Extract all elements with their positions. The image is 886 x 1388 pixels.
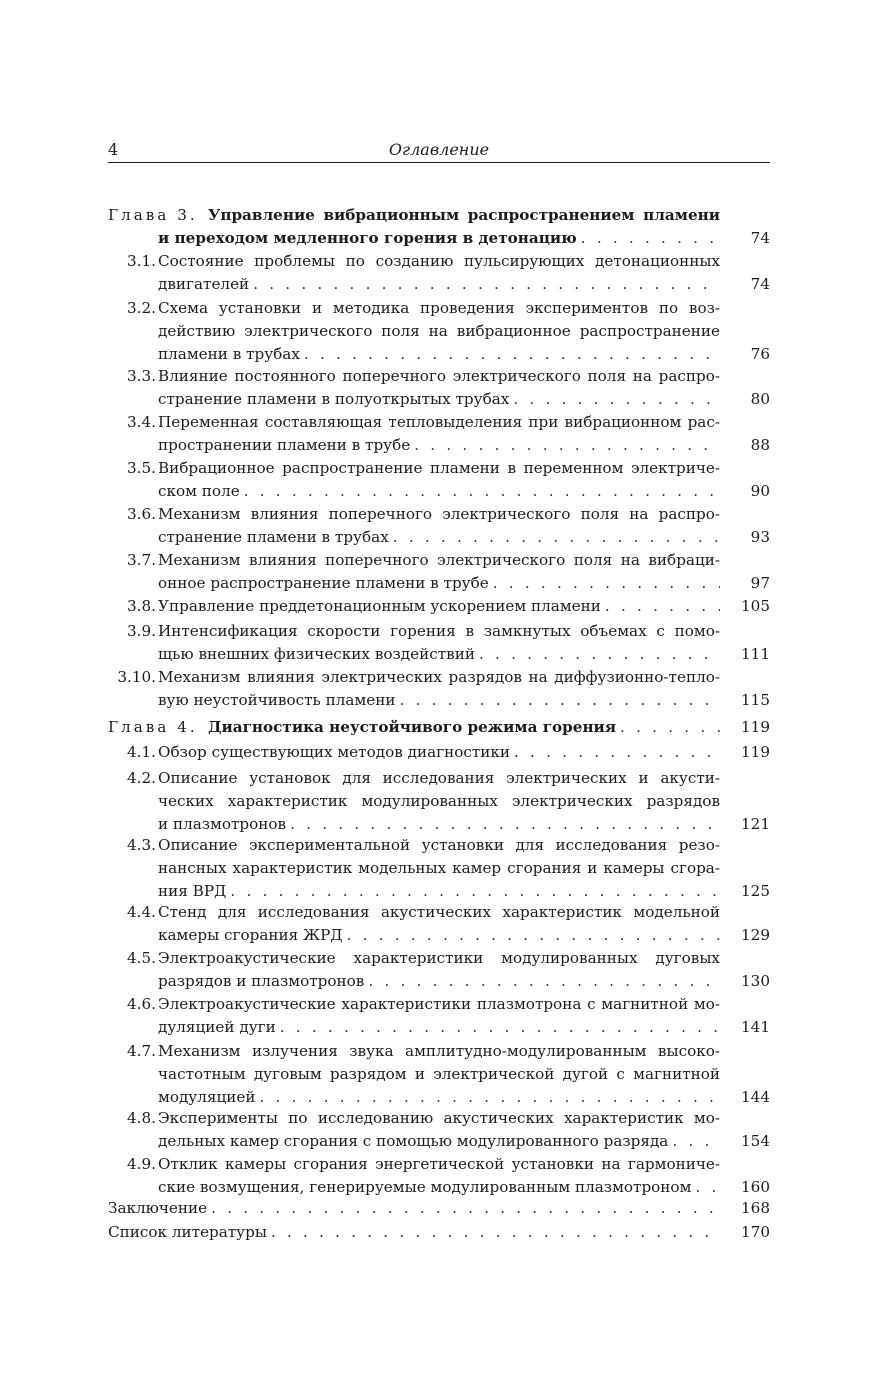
dot-leader bbox=[414, 434, 720, 457]
entry-title-last-line: онное распространение пламени в трубе bbox=[158, 574, 489, 592]
toc-entry[interactable] bbox=[108, 250, 770, 296]
entry-title-line: Механизм влияния электрических разрядов на диффузионно-тепло- bbox=[158, 668, 720, 686]
entry-number: 4.2. bbox=[127, 769, 156, 787]
dot-leader bbox=[280, 1016, 720, 1039]
entry-title-last-line: разрядов и плазмотронов bbox=[158, 972, 365, 990]
toc-entry[interactable] bbox=[108, 947, 770, 993]
toc-chapter[interactable] bbox=[108, 204, 770, 250]
entry-title-last-line: модуляцией bbox=[158, 1088, 256, 1106]
entry-title-last-line: Список литературы bbox=[108, 1223, 267, 1241]
page-ref: 76 bbox=[750, 345, 770, 363]
entry-title-line: ческих характеристик модулированных электрических разрядов bbox=[158, 792, 720, 810]
entry-title-last-line: ния ВРД bbox=[158, 882, 227, 900]
page-ref: 80 bbox=[750, 390, 770, 408]
entry-title-last-line: и плазмотронов bbox=[158, 815, 287, 833]
entry-number: 4.6. bbox=[127, 995, 156, 1013]
running-title: Оглавление bbox=[388, 140, 490, 159]
page-ref: 74 bbox=[750, 275, 770, 293]
page-ref: 154 bbox=[741, 1132, 770, 1150]
entry-number: 4.3. bbox=[127, 836, 156, 854]
dot-leader bbox=[514, 741, 720, 764]
page-ref: 105 bbox=[741, 597, 770, 615]
dot-leader bbox=[493, 572, 720, 595]
dot-leader bbox=[271, 1221, 720, 1244]
entry-title-line: Электроакустические характеристики плазмотрона с магнитной мо- bbox=[158, 995, 720, 1013]
toc-entry[interactable] bbox=[108, 503, 770, 549]
entry-number: 3.4. bbox=[127, 413, 156, 431]
dot-leader bbox=[620, 716, 720, 739]
toc-entry[interactable] bbox=[108, 1153, 770, 1199]
toc-entry[interactable] bbox=[108, 1197, 770, 1220]
entry-title-last-line: ские возмущения, генерируемые модулированным плазмотроном bbox=[158, 1178, 692, 1196]
entry-number: 4.8. bbox=[127, 1109, 156, 1127]
entry-title-line: Механизм влияния поперечного электрического поля на вибраци- bbox=[158, 551, 720, 569]
toc-entry[interactable] bbox=[108, 741, 770, 764]
page-ref: 168 bbox=[741, 1199, 770, 1217]
entry-number: 3.5. bbox=[127, 459, 156, 477]
entry-title-line: Влияние постоянного поперечного электрического поля на распро- bbox=[158, 367, 720, 385]
page-ref: 160 bbox=[741, 1178, 770, 1196]
entry-title-line: Состояние проблемы по созданию пульсирующих детонационных bbox=[158, 252, 720, 270]
page-ref: 130 bbox=[741, 972, 770, 990]
header-rule bbox=[108, 162, 770, 163]
dot-leader bbox=[581, 227, 720, 250]
toc-chapter[interactable] bbox=[108, 716, 770, 739]
running-header bbox=[108, 140, 770, 162]
entry-number: 3.6. bbox=[127, 505, 156, 523]
entry-number: 3.8. bbox=[127, 597, 156, 615]
entry-title-line: Вибрационное распространение пламени в переменном электриче- bbox=[158, 459, 720, 477]
page-ref: 88 bbox=[750, 436, 770, 454]
dot-leader bbox=[513, 388, 720, 411]
dot-leader bbox=[304, 343, 720, 366]
toc-entry[interactable] bbox=[108, 595, 770, 618]
entry-title-last-line: Обзор существующих методов диагностики bbox=[158, 743, 510, 761]
page-ref: 141 bbox=[741, 1018, 770, 1036]
page-ref: 129 bbox=[741, 926, 770, 944]
entry-title-last-line: пламени в трубах bbox=[158, 345, 300, 363]
toc-entry[interactable] bbox=[108, 365, 770, 411]
entry-title-line: Управление вибрационным распространением пламени bbox=[208, 206, 720, 224]
entry-number: 4.5. bbox=[127, 949, 156, 967]
entry-number: 3.3. bbox=[127, 367, 156, 385]
page-ref: 119 bbox=[741, 743, 770, 761]
entry-title-last-line: вую неустойчивость пламени bbox=[158, 691, 396, 709]
dot-leader bbox=[211, 1197, 720, 1220]
entry-title-last-line: камеры сгорания ЖРД bbox=[158, 926, 343, 944]
page-ref: 93 bbox=[750, 528, 770, 546]
page-ref: 121 bbox=[741, 815, 770, 833]
entry-title-line: Механизм влияния поперечного электрического поля на распро- bbox=[158, 505, 720, 523]
entry-number: 4.4. bbox=[127, 903, 156, 921]
entry-number: 4.7. bbox=[127, 1042, 156, 1060]
toc-entry[interactable] bbox=[108, 666, 770, 712]
page-ref: 119 bbox=[741, 718, 770, 736]
entry-title-last-line: странение пламени в трубах bbox=[158, 528, 389, 546]
entry-title-line: частотным дуговым разрядом и электрической дугой с магнитной bbox=[158, 1065, 720, 1083]
entry-title-last-line: двигателей bbox=[158, 275, 250, 293]
page-number: 4 bbox=[108, 140, 119, 159]
entry-number: 3.1. bbox=[127, 252, 156, 270]
entry-title-line: Механизм излучения звука амплитудно-модулированным высоко- bbox=[158, 1042, 720, 1060]
entry-title-last-line: дельных камер сгорания с помощью модулированного разряда bbox=[158, 1132, 669, 1150]
page-ref: 125 bbox=[741, 882, 770, 900]
page-ref: 90 bbox=[750, 482, 770, 500]
dot-leader bbox=[605, 595, 720, 618]
entry-title-line: Отклик камеры сгорания энергетической установки на гармониче- bbox=[158, 1155, 720, 1173]
toc-entry[interactable] bbox=[108, 1040, 770, 1109]
entry-number: 3.10. bbox=[117, 668, 156, 686]
page-ref: 144 bbox=[741, 1088, 770, 1106]
page-ref: 170 bbox=[741, 1223, 770, 1241]
entry-number: 4.1. bbox=[127, 743, 156, 761]
dot-leader bbox=[253, 273, 720, 296]
dot-leader bbox=[368, 970, 720, 993]
entry-number: Глава 3. bbox=[108, 206, 198, 224]
entry-title-line: Интенсификация скорости горения в замкнутых объемах с помо- bbox=[158, 622, 720, 640]
page-ref: 115 bbox=[741, 691, 770, 709]
entry-title-last-line: Заключение bbox=[108, 1199, 208, 1217]
entry-title-line: Схема установки и методика проведения экспериментов по воз- bbox=[158, 299, 720, 317]
entry-title-line: Электроакустические характеристики модулированных дуговых bbox=[158, 949, 720, 967]
toc-entry[interactable] bbox=[108, 1221, 770, 1244]
entry-title-line: Переменная составляющая тепловыделения при вибрационном рас- bbox=[158, 413, 720, 431]
entry-title-line: Стенд для исследования акустических характеристик модельной bbox=[158, 903, 720, 921]
entry-title-last-line: пространении пламени в трубе bbox=[158, 436, 411, 454]
entry-title-line: Эксперименты по исследованию акустических характеристик мо- bbox=[158, 1109, 720, 1127]
dot-leader bbox=[347, 924, 720, 947]
entry-title-last-line: Управление преддетонационным ускорением пламени bbox=[158, 597, 601, 615]
page-ref: 111 bbox=[741, 645, 770, 663]
toc-entry[interactable] bbox=[108, 834, 770, 903]
entry-title-line: Описание экспериментальной установки для исследования резо- bbox=[158, 836, 720, 854]
toc-entry[interactable] bbox=[108, 620, 770, 666]
entry-title-last-line: щью внешних физических воздействий bbox=[158, 645, 475, 663]
entry-number: Глава 4. bbox=[108, 718, 198, 736]
entry-title-last-line: странение пламени в полуоткрытых трубах bbox=[158, 390, 510, 408]
toc-entry[interactable] bbox=[108, 549, 770, 595]
entry-title-line: нансных характеристик модельных камер сгорания и камеры сгора- bbox=[158, 859, 720, 877]
dot-leader bbox=[400, 689, 721, 712]
dot-leader bbox=[259, 1086, 720, 1109]
entry-title-last-line: Диагностика неустойчивого режима горения bbox=[208, 718, 617, 736]
entry-number: 3.7. bbox=[127, 551, 156, 569]
entry-title-line: действию электрического поля на вибрационное распространение bbox=[158, 322, 720, 340]
entry-title-last-line: и переходом медленного горения в детонацию bbox=[158, 229, 577, 247]
entry-title-line: Описание установок для исследования электрических и акусти- bbox=[158, 769, 720, 787]
toc-entry[interactable] bbox=[108, 901, 770, 947]
toc-entry[interactable] bbox=[108, 767, 770, 836]
dot-leader bbox=[672, 1130, 720, 1153]
entry-number: 4.9. bbox=[127, 1155, 156, 1173]
entry-number: 3.9. bbox=[127, 622, 156, 640]
page-ref: 97 bbox=[750, 574, 770, 592]
toc-entry[interactable] bbox=[108, 411, 770, 457]
toc-entry[interactable] bbox=[108, 993, 770, 1039]
entry-title-last-line: ском поле bbox=[158, 482, 240, 500]
dot-leader bbox=[230, 880, 720, 903]
dot-leader bbox=[244, 480, 720, 503]
toc-entry[interactable] bbox=[108, 1107, 770, 1153]
entry-number: 3.2. bbox=[127, 299, 156, 317]
page-ref: 74 bbox=[750, 229, 770, 247]
dot-leader bbox=[479, 643, 720, 666]
toc-entry[interactable] bbox=[108, 457, 770, 503]
entry-title-last-line: дуляцией дуги bbox=[158, 1018, 276, 1036]
dot-leader bbox=[695, 1176, 720, 1199]
dot-leader bbox=[290, 813, 720, 836]
dot-leader bbox=[393, 526, 720, 549]
toc-entry[interactable] bbox=[108, 297, 770, 366]
